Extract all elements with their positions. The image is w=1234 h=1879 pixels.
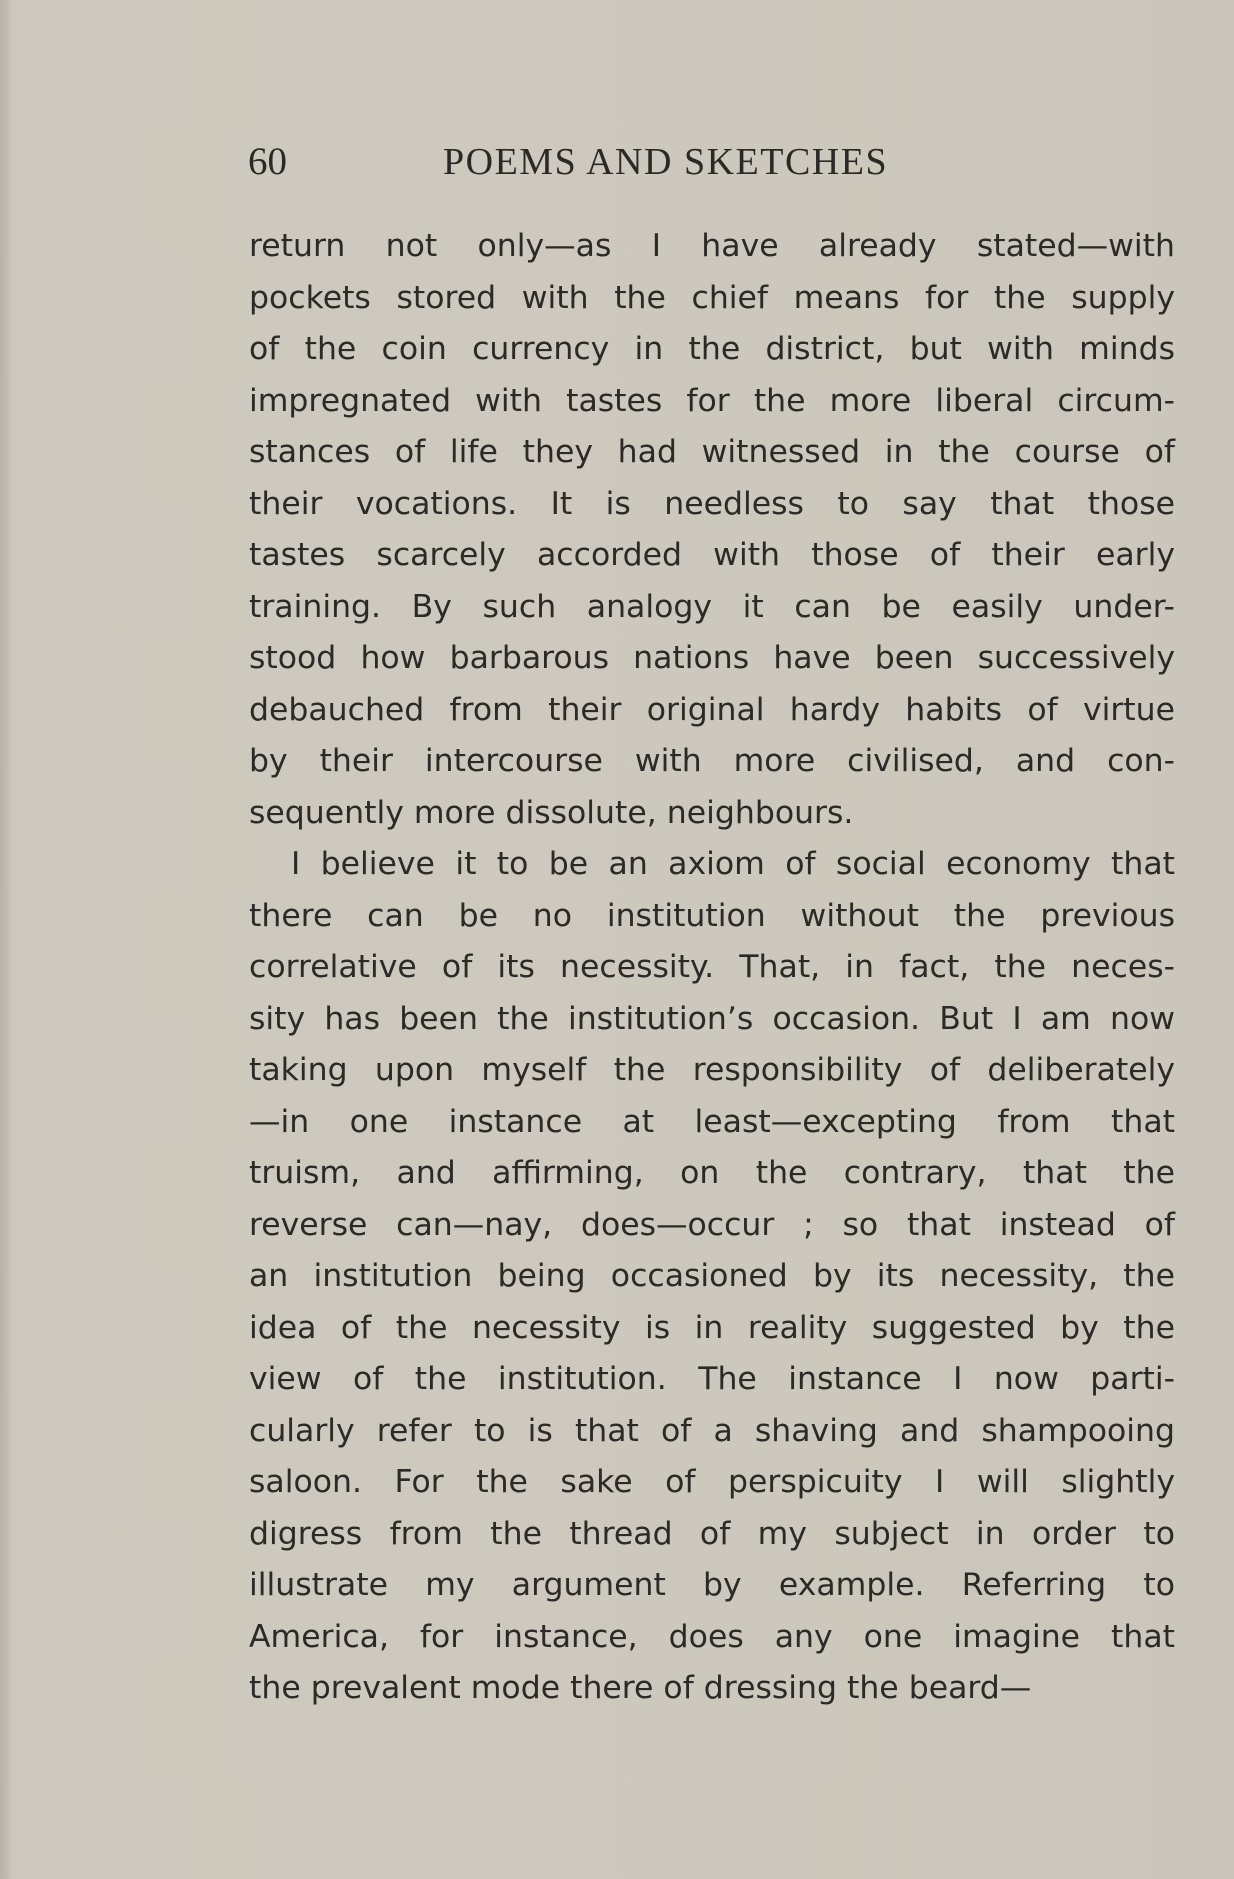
text-line: cularly refer to is that of a shaving and shampooing: [249, 1412, 1175, 1449]
text-line: saloon. For the sake of perspicuity I will slightly: [249, 1464, 1175, 1500]
text-line: sequently more dissolute, neighbours.: [249, 794, 854, 831]
text-line: pockets stored with the chief means for the supply: [249, 279, 1175, 316]
page-number: 60: [248, 140, 287, 183]
text-line: taking upon myself the responsibility of deliberately: [249, 1052, 1175, 1088]
text-line: correlative of its necessity. That, in fact, the neces-: [249, 949, 1175, 985]
text-line: idea of the necessity is in reality suggested by the: [249, 1309, 1175, 1346]
text-line: training. By such analogy it can be easily under-: [249, 588, 1175, 625]
text-line: view of the institution. The instance I now parti-: [249, 1361, 1175, 1397]
text-line: stances of life they had witnessed in the course of: [249, 434, 1175, 470]
paragraph-2: [249, 839, 1175, 1715]
text-line: tastes scarcely accorded with those of their early: [249, 537, 1175, 573]
page-header: [248, 138, 1178, 186]
body-text: [249, 221, 1175, 1715]
text-line: reverse can—nay, does—occur ; so that instead of: [249, 1206, 1175, 1243]
paragraph-1: [249, 221, 1175, 839]
text-line: of the coin currency in the district, but with minds: [249, 331, 1175, 367]
text-line: an institution being occasioned by its necessity, the: [249, 1258, 1175, 1294]
text-line: truism, and affirming, on the contrary, that the: [249, 1155, 1175, 1191]
text-line: stood how barbarous nations have been successively: [249, 640, 1175, 676]
text-line: by their intercourse with more civilised, and con-: [249, 743, 1175, 779]
text-line: their vocations. It is needless to say that those: [249, 485, 1175, 522]
text-line: the prevalent mode there of dressing the beard—: [249, 1670, 1032, 1706]
text-line: impregnated with tastes for the more liberal circum-: [249, 382, 1175, 419]
text-line: illustrate my argument by example. Referring to: [249, 1567, 1175, 1603]
text-line: digress from the thread of my subject in order to: [249, 1515, 1175, 1552]
page-gutter-shadow: [0, 0, 12, 1879]
text-line: I believe it to be an axiom of social economy that: [291, 846, 1175, 882]
text-line: America, for instance, does any one imagine that: [249, 1618, 1175, 1655]
text-line: debauched from their original hardy habits of virtue: [249, 691, 1175, 728]
text-line: there can be no institution without the previous: [249, 897, 1175, 934]
text-line: sity has been the institution’s occasion. But I am now: [249, 1000, 1175, 1037]
text-line: —in one instance at least—excepting from that: [249, 1103, 1175, 1140]
text-line: return not only—as I have already stated—with: [249, 228, 1175, 264]
running-title: POEMS AND SKETCHES: [443, 141, 889, 183]
